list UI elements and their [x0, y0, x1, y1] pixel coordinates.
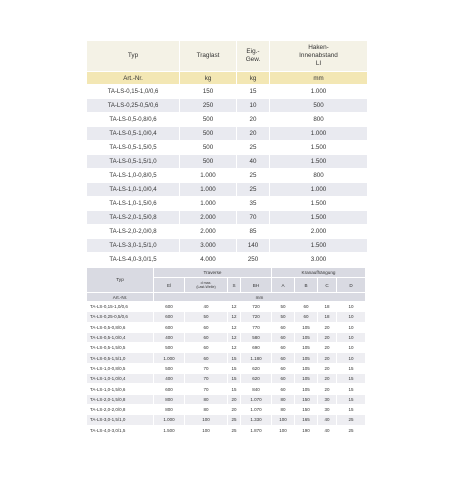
table-row — [87, 127, 367, 140]
cell-gewicht: 20 — [237, 113, 269, 126]
cell-typ: TA-LS-2,0-2,0/0,8 — [87, 405, 153, 414]
cell-typ: TA-LS-1,0-1,5/0,6 — [87, 384, 153, 393]
cell-typ: TA-LS-1,0-0,8/0,5 — [87, 169, 179, 182]
cell-abstand: 1.000 — [270, 183, 367, 196]
cell-dmax: 60 — [185, 333, 227, 342]
cell-traglast: 150 — [180, 85, 236, 98]
cell-typ: TA-LS-2,0-2,0/0,8 — [87, 225, 179, 238]
cell-typ: TA-LS-1,0-1,0/0,4 — [87, 183, 179, 196]
table-row — [87, 312, 365, 321]
table-row — [87, 239, 367, 252]
cell-abstand: 1.500 — [270, 197, 367, 210]
dim-unit-mm: mm — [154, 293, 365, 301]
cell-bh: 1.070 — [241, 405, 271, 414]
table-row — [87, 374, 365, 383]
cell-abstand: 800 — [270, 169, 367, 182]
cell-abstand: 2.000 — [270, 225, 367, 238]
cell-d: 15 — [337, 364, 365, 373]
cell-el: 400 — [154, 374, 184, 383]
unit-gewicht: kg — [237, 72, 269, 84]
cell-a: 50 — [272, 312, 294, 321]
cell-typ: TA-LS-0,5-1,5/1,0 — [87, 155, 179, 168]
table-row — [87, 323, 365, 332]
cell-a: 80 — [272, 405, 294, 414]
cell-dmax: 40 — [185, 302, 227, 311]
cell-traglast: 2.000 — [180, 225, 236, 238]
cell-typ: TA-LS-4,0-3,0/1,5 — [87, 253, 179, 266]
cell-traglast: 500 — [180, 113, 236, 126]
cell-c: 30 — [318, 405, 336, 414]
cell-s: 20 — [228, 405, 240, 414]
col-el-header: El — [154, 278, 184, 292]
cell-s: 12 — [228, 333, 240, 342]
cell-dmax: 60 — [185, 323, 227, 332]
cell-bh: 840 — [241, 384, 271, 393]
cell-typ: TA-LS-0,25-0,5/0,6 — [87, 99, 179, 112]
cell-typ: TA-LS-2,0-1,5/0,8 — [87, 211, 179, 224]
cell-a: 80 — [272, 395, 294, 404]
cell-gewicht: 40 — [237, 155, 269, 168]
cell-abstand: 1.500 — [270, 239, 367, 252]
cell-gewicht: 25 — [237, 183, 269, 196]
cell-typ: TA-LS-0,5-0,8/0,6 — [87, 113, 179, 126]
table-row — [87, 364, 365, 373]
table-row — [87, 141, 367, 154]
cell-b: 105 — [295, 384, 317, 393]
unit-art-nr: Art.-Nr. — [87, 72, 179, 84]
cell-abstand: 1.500 — [270, 141, 367, 154]
col-haken-header: Haken- Innenabstand LI — [270, 41, 367, 71]
cell-s: 15 — [228, 353, 240, 362]
cell-d: 15 — [337, 384, 365, 393]
cell-a: 60 — [272, 364, 294, 373]
cell-d: 10 — [337, 343, 365, 352]
cell-dmax: 100 — [185, 426, 227, 435]
cell-typ: TA-LS-0,15-1,0/0,6 — [87, 85, 179, 98]
cell-d: 10 — [337, 353, 365, 362]
table-row — [87, 183, 367, 196]
cell-el: 500 — [154, 343, 184, 352]
col-traglast-header: Traglast — [180, 41, 236, 71]
cell-dmax: 60 — [185, 343, 227, 352]
cell-b: 190 — [295, 426, 317, 435]
cell-typ: TA-LS-0,5-1,0/0,4 — [87, 127, 179, 140]
cell-abstand: 800 — [270, 113, 367, 126]
cell-traglast: 250 — [180, 99, 236, 112]
cell-b: 165 — [295, 415, 317, 424]
cell-gewicht: 15 — [237, 85, 269, 98]
cell-c: 20 — [318, 323, 336, 332]
table-row — [87, 302, 365, 311]
cell-gewicht: 250 — [237, 253, 269, 266]
table-row — [87, 211, 367, 224]
cell-gewicht: 10 — [237, 99, 269, 112]
cell-el: 800 — [154, 395, 184, 404]
cell-traglast: 2.000 — [180, 211, 236, 224]
cell-typ: TA-LS-0,25-0,5/0,6 — [87, 312, 153, 321]
col-c-header: C — [318, 278, 336, 292]
cell-b: 105 — [295, 364, 317, 373]
cell-traglast: 1.000 — [180, 197, 236, 210]
cell-dmax: 80 — [185, 395, 227, 404]
col-dmax-header: d max. (Last-Welle) — [185, 278, 227, 292]
cell-dmax: 60 — [185, 353, 227, 362]
cell-bh: 1.870 — [241, 426, 271, 435]
cell-d: 15 — [337, 405, 365, 414]
cell-dmax: 100 — [185, 415, 227, 424]
table-row — [87, 343, 365, 352]
cell-d: 10 — [337, 302, 365, 311]
cell-c: 20 — [318, 353, 336, 362]
cell-typ: TA-LS-0,5-1,0/0,4 — [87, 333, 153, 342]
cell-c: 20 — [318, 374, 336, 383]
cell-a: 100 — [272, 415, 294, 424]
cell-c: 40 — [318, 426, 336, 435]
col-b-header: B — [295, 278, 317, 292]
cell-abstand: 1.000 — [270, 127, 367, 140]
cell-el: 1.000 — [154, 415, 184, 424]
cell-typ: TA-LS-0,5-0,8/0,6 — [87, 323, 153, 332]
load-table — [86, 40, 368, 267]
cell-dmax: 50 — [185, 312, 227, 321]
cell-b: 60 — [295, 312, 317, 321]
cell-el: 600 — [154, 323, 184, 332]
cell-typ: TA-LS-1,0-1,5/0,6 — [87, 197, 179, 210]
cell-typ: TA-LS-0,5-1,5/0,5 — [87, 343, 153, 352]
cell-el: 600 — [154, 312, 184, 321]
table-row — [87, 155, 367, 168]
cell-el: 600 — [154, 384, 184, 393]
cell-c: 20 — [318, 343, 336, 352]
cell-traglast: 1.000 — [180, 169, 236, 182]
cell-bh: 770 — [241, 323, 271, 332]
traverse-group-header: Traverse — [154, 268, 271, 277]
cell-s: 12 — [228, 323, 240, 332]
cell-traglast: 3.000 — [180, 239, 236, 252]
cell-s: 12 — [228, 312, 240, 321]
table-row — [87, 113, 367, 126]
table-row — [87, 85, 367, 98]
cell-typ: TA-LS-4,0-3,0/1,5 — [87, 426, 153, 435]
cell-typ: TA-LS-3,0-1,5/1,0 — [87, 415, 153, 424]
cell-el: 400 — [154, 333, 184, 342]
col-s-header: S — [228, 278, 240, 292]
table-row — [87, 384, 365, 393]
cell-traglast: 500 — [180, 155, 236, 168]
dimensions-table — [86, 267, 366, 436]
cell-gewicht: 20 — [237, 127, 269, 140]
cell-el: 500 — [154, 364, 184, 373]
cell-el: 600 — [154, 302, 184, 311]
unit-abstand: mm — [270, 72, 367, 84]
cell-b: 150 — [295, 405, 317, 414]
cell-c: 18 — [318, 302, 336, 311]
cell-c: 30 — [318, 395, 336, 404]
cell-b: 105 — [295, 353, 317, 362]
cell-dmax: 70 — [185, 384, 227, 393]
cell-el: 1.500 — [154, 426, 184, 435]
cell-c: 40 — [318, 415, 336, 424]
cell-gewicht: 140 — [237, 239, 269, 252]
cell-abstand: 500 — [270, 99, 367, 112]
cell-a: 50 — [272, 302, 294, 311]
cell-abstand: 1.500 — [270, 155, 367, 168]
cell-s: 15 — [228, 364, 240, 373]
cell-typ: TA-LS-1,0-1,0/0,4 — [87, 374, 153, 383]
cell-typ: TA-LS-3,0-1,5/1,0 — [87, 239, 179, 252]
cell-s: 12 — [228, 302, 240, 311]
table-row — [87, 197, 367, 210]
cell-b: 105 — [295, 374, 317, 383]
dim-col-typ-header: Typ — [87, 268, 153, 292]
cell-bh: 1.070 — [241, 395, 271, 404]
cell-d: 25 — [337, 426, 365, 435]
cell-s: 25 — [228, 426, 240, 435]
dim-unit-art-nr: Art.-Nr. — [87, 293, 153, 301]
cell-gewicht: 85 — [237, 225, 269, 238]
cell-bh: 690 — [241, 343, 271, 352]
cell-b: 105 — [295, 333, 317, 342]
col-bh-header: BH — [241, 278, 271, 292]
col-d-header: D — [337, 278, 365, 292]
cell-bh: 1.180 — [241, 353, 271, 362]
col-eigengewicht-header: Eig.- Gew. — [237, 41, 269, 71]
table-row — [87, 415, 365, 424]
cell-a: 60 — [272, 384, 294, 393]
cell-d: 15 — [337, 374, 365, 383]
cell-a: 60 — [272, 323, 294, 332]
cell-typ: TA-LS-2,0-1,5/0,8 — [87, 395, 153, 404]
cell-dmax: 70 — [185, 364, 227, 373]
cell-b: 105 — [295, 323, 317, 332]
cell-a: 60 — [272, 353, 294, 362]
cell-a: 60 — [272, 333, 294, 342]
table-row — [87, 333, 365, 342]
cell-traglast: 1.000 — [180, 183, 236, 196]
cell-dmax: 70 — [185, 374, 227, 383]
table-row — [87, 395, 365, 404]
table-row — [87, 426, 365, 435]
cell-b: 105 — [295, 343, 317, 352]
cell-d: 10 — [337, 312, 365, 321]
cell-c: 20 — [318, 364, 336, 373]
cell-gewicht: 70 — [237, 211, 269, 224]
table-row — [87, 225, 367, 238]
cell-c: 20 — [318, 333, 336, 342]
cell-gewicht: 25 — [237, 169, 269, 182]
cell-bh: 720 — [241, 302, 271, 311]
unit-traglast: kg — [180, 72, 236, 84]
table-row — [87, 405, 365, 414]
cell-s: 20 — [228, 395, 240, 404]
cell-typ: TA-LS-0,5-1,5/0,5 — [87, 141, 179, 154]
cell-typ: TA-LS-0,5-1,5/1,0 — [87, 353, 153, 362]
cell-a: 60 — [272, 343, 294, 352]
cell-d: 25 — [337, 415, 365, 424]
cell-gewicht: 35 — [237, 197, 269, 210]
cell-s: 12 — [228, 343, 240, 352]
cell-dmax: 80 — [185, 405, 227, 414]
cell-a: 100 — [272, 426, 294, 435]
cell-el: 800 — [154, 405, 184, 414]
col-typ-header: Typ — [87, 41, 179, 71]
cell-b: 60 — [295, 302, 317, 311]
cell-abstand: 1.500 — [270, 211, 367, 224]
cell-typ: TA-LS-0,15-1,0/0,6 — [87, 302, 153, 311]
table-row — [87, 169, 367, 182]
cell-bh: 720 — [241, 312, 271, 321]
cell-s: 15 — [228, 384, 240, 393]
cell-s: 15 — [228, 374, 240, 383]
cell-typ: TA-LS-1,0-0,8/0,5 — [87, 364, 153, 373]
table-row — [87, 99, 367, 112]
cell-c: 18 — [318, 312, 336, 321]
cell-abstand: 3.000 — [270, 253, 367, 266]
cell-d: 10 — [337, 323, 365, 332]
cell-d: 15 — [337, 395, 365, 404]
table-row — [87, 253, 367, 266]
col-a-header: A — [272, 278, 294, 292]
kranaufhaengung-group-header: Kranaufhängung — [272, 268, 365, 277]
table-row — [87, 353, 365, 362]
cell-gewicht: 25 — [237, 141, 269, 154]
cell-bh: 620 — [241, 364, 271, 373]
cell-abstand: 1.000 — [270, 85, 367, 98]
cell-a: 60 — [272, 374, 294, 383]
cell-d: 10 — [337, 333, 365, 342]
cell-s: 25 — [228, 415, 240, 424]
cell-bh: 1.330 — [241, 415, 271, 424]
cell-traglast: 500 — [180, 127, 236, 140]
cell-traglast: 500 — [180, 141, 236, 154]
cell-traglast: 4.000 — [180, 253, 236, 266]
cell-b: 150 — [295, 395, 317, 404]
cell-el: 1.000 — [154, 353, 184, 362]
cell-bh: 580 — [241, 333, 271, 342]
cell-bh: 620 — [241, 374, 271, 383]
cell-c: 20 — [318, 384, 336, 393]
